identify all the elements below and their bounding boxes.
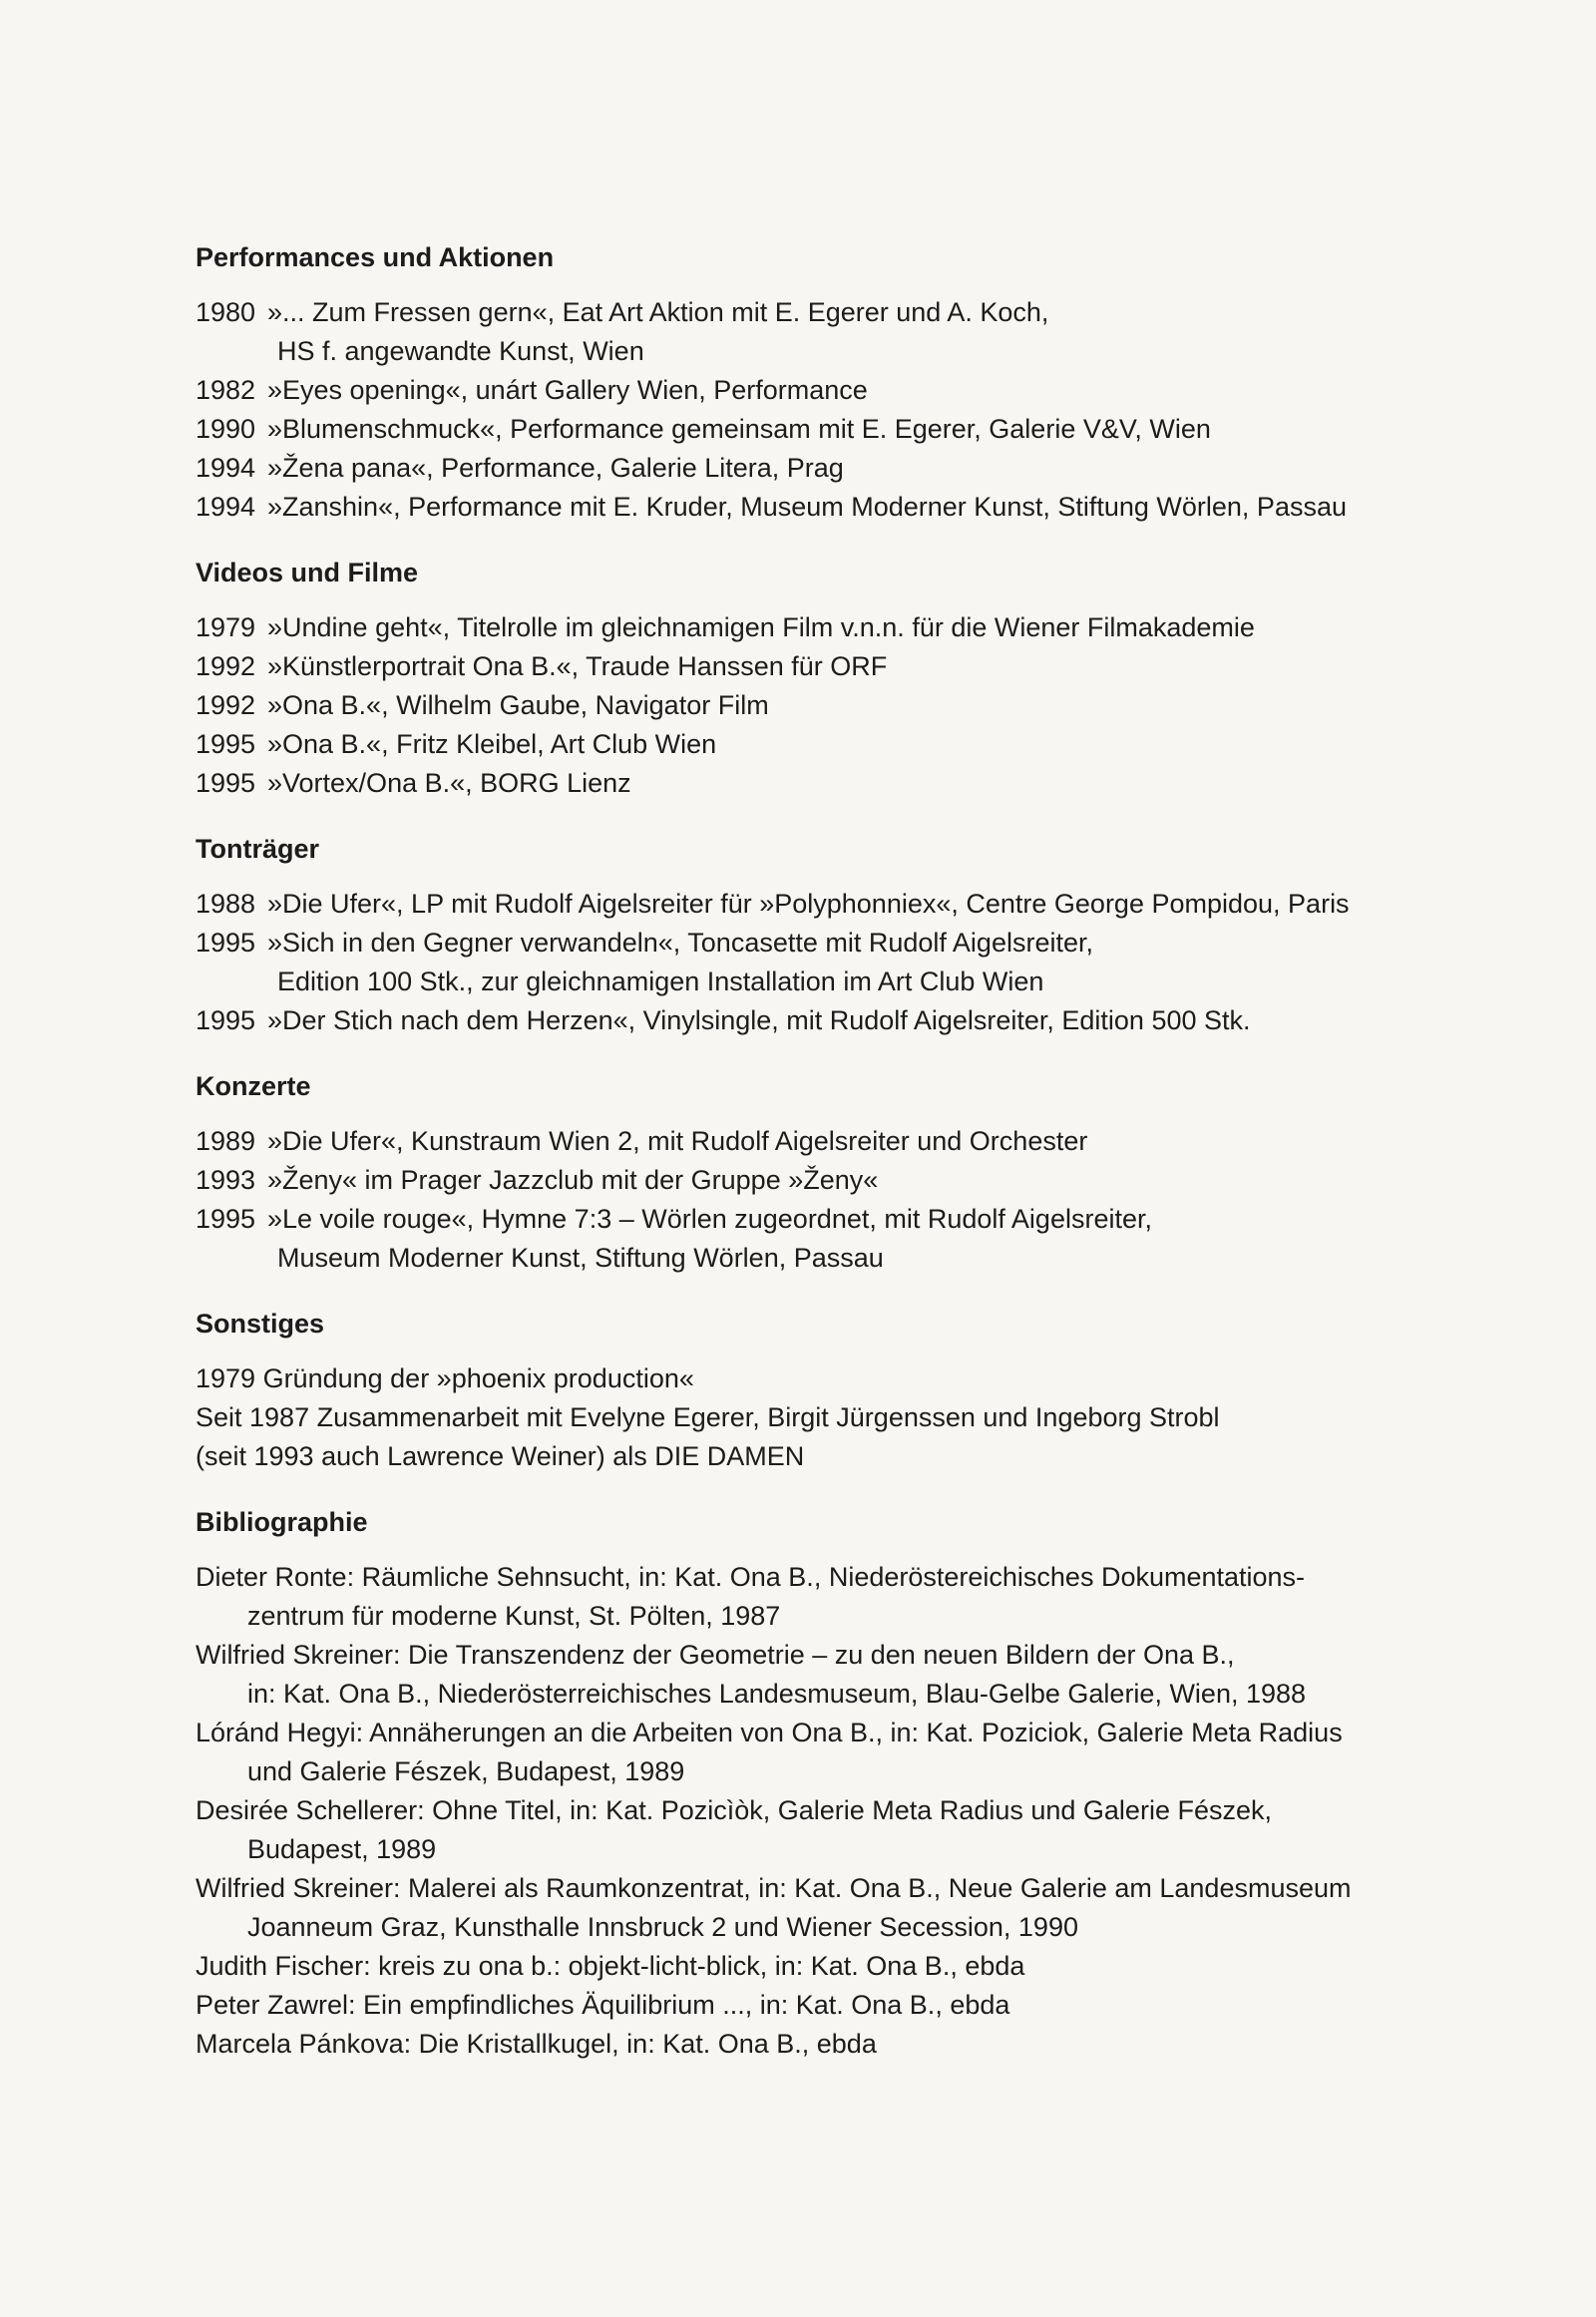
bib-line: Marcela Pánkova: Die Kristallkugel, in: Kat. Ona B., ebda (196, 2029, 877, 2059)
entry-year: 1995 (196, 768, 256, 798)
misc-line: (seit 1993 auch Lawrence Weiner) als DIE DAMEN (196, 1441, 805, 1471)
bib-line: Lóránd Hegyi: Annäherungen an die Arbeiten von Ona B., in: Kat. Poziciok, Galerie Meta Radius (196, 1718, 1343, 1747)
entry-text: »Zanshin«, Performance mit E. Kruder, Museum Moderner Kunst, Stiftung Wörlen, Passau (267, 492, 1347, 522)
entry (196, 410, 1442, 449)
page-content (196, 239, 1442, 2092)
entry-year: 1992 (196, 651, 256, 681)
entry-year: 1994 (196, 453, 256, 483)
bib-line: Dieter Ronte: Räumliche Sehnsucht, in: Kat. Ona B., Niederöstereichisches Dokumentations- (196, 1562, 1306, 1592)
entry-year: 1982 (196, 375, 256, 405)
entry-text: »Künstlerportrait Ona B.«, Traude Hanssen für ORF (267, 651, 888, 681)
section-sonstiges (196, 1306, 1442, 1476)
entry-text: »Der Stich nach dem Herzen«, Vinylsingle, mit Rudolf Aigelsreiter, Edition 500 Stk. (267, 1005, 1251, 1035)
bibliography-entry (196, 1791, 1442, 1869)
section-heading: Bibliographie (196, 1507, 368, 1537)
section-performances (196, 239, 1442, 527)
misc-line: Seit 1987 Zusammenarbeit mit Evelyne Egerer, Birgit Jürgenssen und Ingeborg Strobl (196, 1402, 1220, 1432)
entry-text: »... Zum Fressen gern«, Eat Art Aktion mit E. Egerer und A. Koch, (267, 297, 1049, 327)
entry-text: »Eyes opening«, unárt Gallery Wien, Performance (267, 375, 868, 405)
entry (196, 764, 1442, 803)
entry (196, 449, 1442, 488)
bib-continuation: und Galerie Fészek, Budapest, 1989 (247, 1756, 685, 1786)
bib-continuation: Budapest, 1989 (247, 1834, 437, 1864)
section-heading: Performances und Aktionen (196, 242, 555, 272)
bibliography-entry (196, 1558, 1442, 1636)
entry (196, 647, 1442, 686)
entry-text: »Sich in den Gegner verwandeln«, Toncasette mit Rudolf Aigelsreiter, (267, 928, 1093, 958)
entry (196, 1001, 1442, 1040)
entry (196, 1161, 1442, 1200)
bib-line: Wilfried Skreiner: Die Transzendenz der Geometrie – zu den neuen Bildern der Ona B., (196, 1640, 1235, 1670)
entry (196, 924, 1442, 963)
bibliography-entry (196, 1947, 1442, 1986)
section-heading: Konzerte (196, 1071, 311, 1101)
bibliography-entry (196, 1636, 1442, 1714)
bibliography-entry (196, 1869, 1442, 1947)
entry-text: »Vortex/Ona B.«, BORG Lienz (267, 768, 631, 798)
bibliography-entry (196, 2025, 1442, 2064)
entry-text: »Die Ufer«, LP mit Rudolf Aigelsreiter für »Polyphonniex«, Centre George Pompidou, Paris (267, 889, 1350, 919)
section-heading: Videos und Filme (196, 558, 419, 587)
entry-continuation: HS f. angewandte Kunst, Wien (277, 336, 644, 366)
bibliography-entry (196, 1986, 1442, 2025)
entry-year: 1989 (196, 1126, 256, 1156)
entry-text: »Ona B.«, Fritz Kleibel, Art Club Wien (267, 729, 717, 759)
section-videos (196, 555, 1442, 803)
entry-continuation: Museum Moderner Kunst, Stiftung Wörlen, Passau (277, 1243, 884, 1273)
entry (196, 371, 1442, 410)
entry-year: 1993 (196, 1165, 256, 1195)
entry-year: 1979 (196, 612, 256, 642)
section-bibliographie (196, 1504, 1442, 2064)
bib-continuation: zentrum für moderne Kunst, St. Pölten, 1987 (247, 1601, 781, 1631)
bib-line: Wilfried Skreiner: Malerei als Raumkonzentrat, in: Kat. Ona B., Neue Galerie am Landesmuseum (196, 1873, 1352, 1903)
entry (196, 1122, 1442, 1161)
entry (196, 885, 1442, 924)
entry-text: »Ženy« im Prager Jazzclub mit der Gruppe »Ženy« (267, 1165, 879, 1195)
bibliography-entry (196, 1714, 1442, 1791)
entry-year: 1980 (196, 297, 256, 327)
entry-year: 1988 (196, 889, 256, 919)
bib-line: Desirée Schellerer: Ohne Titel, in: Kat. Pozicìòk, Galerie Meta Radius und Galerie Fészek, (196, 1795, 1272, 1825)
bib-line: Peter Zawrel: Ein empfindliches Äquilibrium ..., in: Kat. Ona B., ebda (196, 1990, 1010, 2020)
entry-year: 1995 (196, 1005, 256, 1035)
entry-text: »Undine geht«, Titelrolle im gleichnamigen Film v.n.n. für die Wiener Filmakademie (267, 612, 1255, 642)
entry-text: »Žena pana«, Performance, Galerie Litera, Prag (267, 453, 844, 483)
bib-continuation: Joanneum Graz, Kunsthalle Innsbruck 2 und Wiener Secession, 1990 (247, 1912, 1078, 1942)
entry-year: 1995 (196, 729, 256, 759)
entry (196, 488, 1442, 527)
section-konzerte (196, 1068, 1442, 1278)
entry-year: 1992 (196, 690, 256, 720)
entry-year: 1994 (196, 492, 256, 522)
entry-year: 1995 (196, 1204, 256, 1234)
entry-text: »Blumenschmuck«, Performance gemeinsam mit E. Egerer, Galerie V&V, Wien (267, 414, 1211, 444)
entry-continuation: Edition 100 Stk., zur gleichnamigen Installation im Art Club Wien (277, 966, 1044, 996)
entry-year: 1990 (196, 414, 256, 444)
entry (196, 686, 1442, 725)
section-tontraeger (196, 831, 1442, 1040)
entry (196, 608, 1442, 647)
entry-year: 1995 (196, 928, 256, 958)
entry (196, 293, 1442, 332)
section-heading: Tonträger (196, 834, 320, 864)
entry-text: »Le voile rouge«, Hymne 7:3 – Wörlen zugeordnet, mit Rudolf Aigelsreiter, (267, 1204, 1152, 1234)
bib-continuation: in: Kat. Ona B., Niederösterreichisches Landesmuseum, Blau-Gelbe Galerie, Wien, 1988 (247, 1679, 1307, 1709)
entry-text: »Ona B.«, Wilhelm Gaube, Navigator Film (267, 690, 769, 720)
entry (196, 1200, 1442, 1239)
bib-line: Judith Fischer: kreis zu ona b.: objekt-licht-blick, in: Kat. Ona B., ebda (196, 1951, 1025, 1981)
entry (196, 725, 1442, 764)
misc-line: 1979 Gründung der »phoenix production« (196, 1363, 694, 1393)
entry-text: »Die Ufer«, Kunstraum Wien 2, mit Rudolf Aigelsreiter und Orchester (267, 1126, 1088, 1156)
section-heading: Sonstiges (196, 1309, 325, 1339)
